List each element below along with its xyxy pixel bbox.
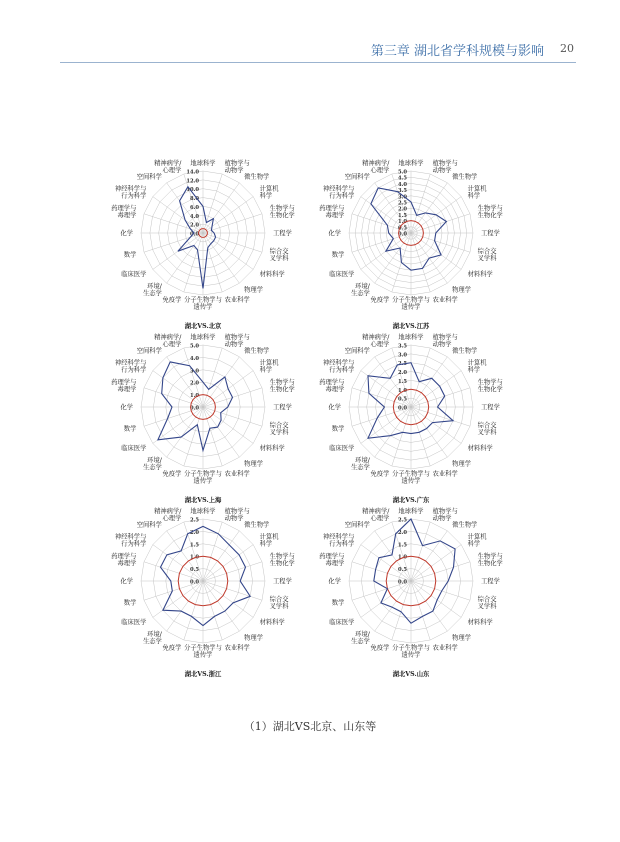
grid-spoke xyxy=(203,581,253,617)
grid-spoke xyxy=(361,581,411,617)
tick-label: 0.0 xyxy=(189,405,199,412)
axis-label: 药理学与毒理学 xyxy=(111,552,137,567)
axis-label: 环境/生态学 xyxy=(351,457,370,472)
grid-spoke xyxy=(411,581,470,600)
radar-chart-hubei-vs-guangdong xyxy=(316,322,506,517)
axis-label: 免疫学 xyxy=(370,296,390,304)
tick-label: 4.5 xyxy=(397,175,407,182)
tick-label: 2.5 xyxy=(397,200,407,207)
grid-spoke xyxy=(203,581,222,640)
axis-label: 药理学与毒理学 xyxy=(111,204,137,219)
axis-label: 免疫学 xyxy=(370,470,390,478)
grid-spoke xyxy=(153,581,203,617)
grid-spoke xyxy=(411,407,461,443)
axis-label: 植物学与动物学 xyxy=(432,159,458,174)
tick-label: 2.0 xyxy=(189,380,199,387)
tick-label: 5.0 xyxy=(397,169,407,176)
grid-spoke xyxy=(203,581,262,600)
tick-label: 1.0 xyxy=(189,393,199,400)
axis-label: 空间科学 xyxy=(344,521,370,529)
axis-label: 神经科学与行为科学 xyxy=(114,359,147,374)
axis-label: 植物学与动物学 xyxy=(224,507,250,522)
tick-label: 1.5 xyxy=(397,212,407,219)
grid-spoke xyxy=(411,581,447,631)
axis-label: 物理学 xyxy=(244,460,263,468)
tick-label: 2.0 xyxy=(189,529,199,536)
header-rule xyxy=(60,62,576,63)
tick-label: 2.5 xyxy=(397,517,407,524)
axis-label: 数学 xyxy=(123,599,137,607)
axis-label: 药理学与毒理学 xyxy=(111,378,137,393)
grid-spoke xyxy=(153,371,203,407)
axis-label: 植物学与动物学 xyxy=(432,507,458,522)
axis-label: 物理学 xyxy=(452,286,471,294)
tick-label: 10.0 xyxy=(186,187,199,194)
axis-label: 环境/生态学 xyxy=(351,631,370,646)
axis-label: 微生物学 xyxy=(452,521,478,529)
axis-label: 化学 xyxy=(328,404,341,411)
tick-label: 2.0 xyxy=(397,529,407,536)
axis-label: 精神病学/心理学 xyxy=(154,333,182,348)
tick-label: 4.0 xyxy=(397,181,407,188)
axis-label: 免疫学 xyxy=(370,644,390,652)
tick-label: 1.0 xyxy=(397,554,407,561)
axis-label: 工程学 xyxy=(481,578,500,585)
axis-label: 临床医学 xyxy=(121,271,147,279)
axis-label: 分子生物学与遗传学 xyxy=(392,470,430,485)
tick-label: 2.0 xyxy=(397,206,407,213)
radar-chart-hubei-vs-beijing xyxy=(108,148,298,343)
axis-label: 微生物学 xyxy=(244,521,270,529)
axis-label: 临床医学 xyxy=(329,271,355,279)
axis-label: 环境/生态学 xyxy=(143,283,162,298)
axis-label: 药理学与毒理学 xyxy=(319,378,345,393)
grid-spoke xyxy=(411,562,470,581)
axis-label: 分子生物学与遗传学 xyxy=(392,644,430,659)
grid-spoke xyxy=(411,407,430,466)
axis-label: 微生物学 xyxy=(244,347,270,355)
axis-label: 精神病学/心理学 xyxy=(154,507,182,522)
chart-title: 湖北VS.山东 xyxy=(392,671,430,678)
page-number: 20 xyxy=(560,42,574,55)
grid-spoke xyxy=(203,233,253,269)
axis-label: 农业科学 xyxy=(224,470,250,478)
tick-label: 3.5 xyxy=(397,188,407,195)
axis-label: 生物学与生物化学 xyxy=(477,552,503,567)
axis-label: 农业科学 xyxy=(224,296,250,304)
grid-spoke xyxy=(411,371,461,407)
radar-grid xyxy=(141,171,265,298)
chart-title: 湖北VS.北京 xyxy=(184,323,222,330)
axis-label: 空间科学 xyxy=(344,173,370,181)
axis-label: 环境/生态学 xyxy=(351,283,370,298)
axis-label: 空间科学 xyxy=(136,347,162,355)
grid-spoke xyxy=(203,197,253,233)
axis-label: 临床医学 xyxy=(329,445,355,453)
axis-label: 化学 xyxy=(120,578,133,585)
axis-label: 分子生物学与遗传学 xyxy=(392,296,430,311)
axis-label: 免疫学 xyxy=(162,470,182,478)
axis-label: 分子生物学与遗传学 xyxy=(184,470,222,485)
axis-label: 农业科学 xyxy=(432,644,458,652)
axis-label: 农业科学 xyxy=(432,296,458,304)
radar-chart-hubei-vs-zhejiang xyxy=(108,496,298,691)
axis-label: 临床医学 xyxy=(121,619,147,627)
tick-label: 1.5 xyxy=(397,378,407,385)
grid-spoke xyxy=(375,581,411,631)
axis-label: 数学 xyxy=(123,425,137,433)
axis-label: 分子生物学与遗传学 xyxy=(184,296,222,311)
axis-label: 植物学与动物学 xyxy=(224,333,250,348)
axis-label: 材料科学 xyxy=(259,619,285,627)
tick-label: 4.0 xyxy=(189,355,199,362)
axis-label: 数学 xyxy=(331,425,345,433)
axis-label: 分子生物学与遗传学 xyxy=(184,644,222,659)
grid-spoke xyxy=(203,562,262,581)
grid-spoke xyxy=(203,407,222,466)
tick-label: 1.0 xyxy=(397,387,407,394)
chart-title: 湖北VS.上海 xyxy=(184,497,222,504)
axis-label: 综合交叉学科 xyxy=(269,422,289,437)
axis-label: 计算机科学 xyxy=(467,359,487,374)
axis-label: 计算机科学 xyxy=(259,533,279,548)
axis-label: 生物学与生物化学 xyxy=(269,378,295,393)
tick-label: 6.0 xyxy=(189,204,199,211)
axis-label: 微生物学 xyxy=(452,173,478,181)
axis-label: 计算机科学 xyxy=(259,359,279,374)
tick-label: 0.5 xyxy=(397,396,407,403)
page-header xyxy=(0,38,620,62)
axis-label: 工程学 xyxy=(273,578,292,585)
axis-label: 计算机科学 xyxy=(467,533,487,548)
tick-label: 1.0 xyxy=(189,554,199,561)
axis-label: 材料科学 xyxy=(259,445,285,453)
grid-spoke xyxy=(411,388,470,407)
axis-label: 数学 xyxy=(331,599,345,607)
axis-label: 物理学 xyxy=(244,286,263,294)
axis-label: 地球科学 xyxy=(398,508,424,515)
tick-label: 0.0 xyxy=(397,579,407,586)
tick-label: 0.0 xyxy=(397,231,407,238)
grid-spoke xyxy=(203,545,253,581)
axis-label: 材料科学 xyxy=(259,271,285,279)
axis-label: 神经科学与行为科学 xyxy=(322,359,355,374)
grid-spoke xyxy=(203,183,239,233)
axis-label: 空间科学 xyxy=(136,173,162,181)
radar-grid xyxy=(349,171,473,298)
axis-label: 神经科学与行为科学 xyxy=(114,185,147,200)
axis-label: 微生物学 xyxy=(244,173,270,181)
tick-label: 2.0 xyxy=(397,370,407,377)
axis-label: 计算机科学 xyxy=(467,185,487,200)
axis-label: 化学 xyxy=(328,230,341,237)
grid-spoke xyxy=(203,233,239,283)
tick-label: 0.0 xyxy=(189,231,199,238)
axis-label: 地球科学 xyxy=(398,160,424,167)
axis-label: 微生物学 xyxy=(452,347,478,355)
grid-spoke xyxy=(392,581,411,640)
radar-chart-hubei-vs-jiangsu xyxy=(316,148,506,343)
axis-label: 神经科学与行为科学 xyxy=(322,185,355,200)
axis-label: 材料科学 xyxy=(467,619,493,627)
axis-label: 地球科学 xyxy=(190,508,216,515)
axis-label: 工程学 xyxy=(273,230,292,237)
tick-label: 12.0 xyxy=(186,178,199,185)
axis-label: 农业科学 xyxy=(432,470,458,478)
axis-label: 临床医学 xyxy=(329,619,355,627)
grid-spoke xyxy=(167,407,203,457)
tick-label: 3.0 xyxy=(397,352,407,359)
axis-label: 生物学与生物化学 xyxy=(269,552,295,567)
axis-label: 精神病学/心理学 xyxy=(362,507,390,522)
axis-label: 化学 xyxy=(120,230,133,237)
tick-label: 1.5 xyxy=(397,542,407,549)
axis-label: 生物学与生物化学 xyxy=(269,204,295,219)
axis-label: 物理学 xyxy=(452,634,471,642)
grid-spoke xyxy=(411,522,430,581)
tick-label: 14.0 xyxy=(186,169,199,176)
axis-label: 工程学 xyxy=(481,404,500,411)
grid-spoke xyxy=(392,407,411,466)
axis-label: 化学 xyxy=(120,404,133,411)
axis-label: 精神病学/心理学 xyxy=(362,159,390,174)
grid-spoke xyxy=(203,581,239,631)
chart-title: 湖北VS.江苏 xyxy=(392,323,430,330)
axis-label: 免疫学 xyxy=(162,296,182,304)
grid-spoke xyxy=(203,531,239,581)
axis-label: 空间科学 xyxy=(136,521,162,529)
radar-grid xyxy=(141,519,265,646)
tick-label: 3.5 xyxy=(397,343,407,350)
axis-label: 综合交叉学科 xyxy=(477,596,497,611)
tick-label: 8.0 xyxy=(189,196,199,203)
axis-label: 环境/生态学 xyxy=(143,457,162,472)
tick-label: 1.0 xyxy=(397,219,407,226)
axis-label: 农业科学 xyxy=(224,644,250,652)
axis-label: 材料科学 xyxy=(467,445,493,453)
tick-label: 4.0 xyxy=(189,213,199,220)
axis-label: 数学 xyxy=(331,251,345,259)
axis-label: 生物学与生物化学 xyxy=(477,378,503,393)
axis-label: 计算机科学 xyxy=(259,185,279,200)
axis-label: 数学 xyxy=(123,251,137,259)
tick-label: 0.0 xyxy=(189,579,199,586)
tick-label: 0.5 xyxy=(189,567,199,574)
axis-label: 植物学与动物学 xyxy=(432,333,458,348)
grid-spoke xyxy=(153,545,203,581)
grid-spoke xyxy=(411,531,447,581)
axis-label: 环境/生态学 xyxy=(143,631,162,646)
axis-label: 神经科学与行为科学 xyxy=(322,533,355,548)
grid-spoke xyxy=(203,348,222,407)
axis-label: 临床医学 xyxy=(121,445,147,453)
axis-label: 综合交叉学科 xyxy=(269,596,289,611)
axis-label: 工程学 xyxy=(481,230,500,237)
chart-title: 湖北VS.广东 xyxy=(392,497,430,504)
tick-label: 2.5 xyxy=(189,517,199,524)
axis-label: 药理学与毒理学 xyxy=(319,552,345,567)
axis-label: 地球科学 xyxy=(398,334,424,341)
grid-spoke xyxy=(411,581,430,640)
grid-spoke xyxy=(203,407,253,443)
axis-label: 物理学 xyxy=(452,460,471,468)
axis-label: 材料科学 xyxy=(467,271,493,279)
axis-label: 工程学 xyxy=(273,404,292,411)
tick-label: 0.0 xyxy=(397,405,407,412)
chart-title: 湖北VS.浙江 xyxy=(184,671,222,678)
grid-spoke xyxy=(411,581,461,617)
grid-spoke xyxy=(184,581,203,640)
tick-label: 2.5 xyxy=(397,361,407,368)
grid-spoke xyxy=(167,233,203,283)
axis-label: 精神病学/心理学 xyxy=(362,333,390,348)
tick-label: 1.5 xyxy=(189,542,199,549)
axis-label: 综合交叉学科 xyxy=(477,422,497,437)
axis-label: 综合交叉学科 xyxy=(269,248,289,263)
tick-label: 0.5 xyxy=(397,567,407,574)
axis-label: 免疫学 xyxy=(162,644,182,652)
axis-label: 植物学与动物学 xyxy=(224,159,250,174)
axis-label: 神经科学与行为科学 xyxy=(114,533,147,548)
radar-grid xyxy=(349,519,473,646)
grid-spoke xyxy=(203,407,262,426)
axis-label: 地球科学 xyxy=(190,334,216,341)
axis-label: 化学 xyxy=(328,578,341,585)
tick-label: 5.0 xyxy=(189,343,199,350)
axis-label: 综合交叉学科 xyxy=(477,248,497,263)
tick-label: 3.0 xyxy=(397,194,407,201)
tick-label: 0.5 xyxy=(397,225,407,232)
radar-chart-hubei-vs-shanghai xyxy=(108,322,298,517)
grid-spoke xyxy=(411,407,447,457)
axis-label: 生物学与生物化学 xyxy=(477,204,503,219)
radar-chart-hubei-vs-shandong xyxy=(316,496,506,691)
grid-spoke xyxy=(361,545,411,581)
tick-label: 3.0 xyxy=(189,368,199,375)
axis-label: 精神病学/心理学 xyxy=(154,159,182,174)
axis-label: 药理学与毒理学 xyxy=(319,204,345,219)
axis-label: 空间科学 xyxy=(344,347,370,355)
tick-label: 2.0 xyxy=(189,222,199,229)
grid-spoke xyxy=(411,348,430,407)
figure-caption: （1）湖北VS北京、山东等 xyxy=(243,720,377,733)
axis-label: 地球科学 xyxy=(190,160,216,167)
chapter-title: 第三章 湖北省学科规模与影响 xyxy=(370,44,544,59)
grid-spoke xyxy=(203,357,239,407)
axis-label: 物理学 xyxy=(244,634,263,642)
